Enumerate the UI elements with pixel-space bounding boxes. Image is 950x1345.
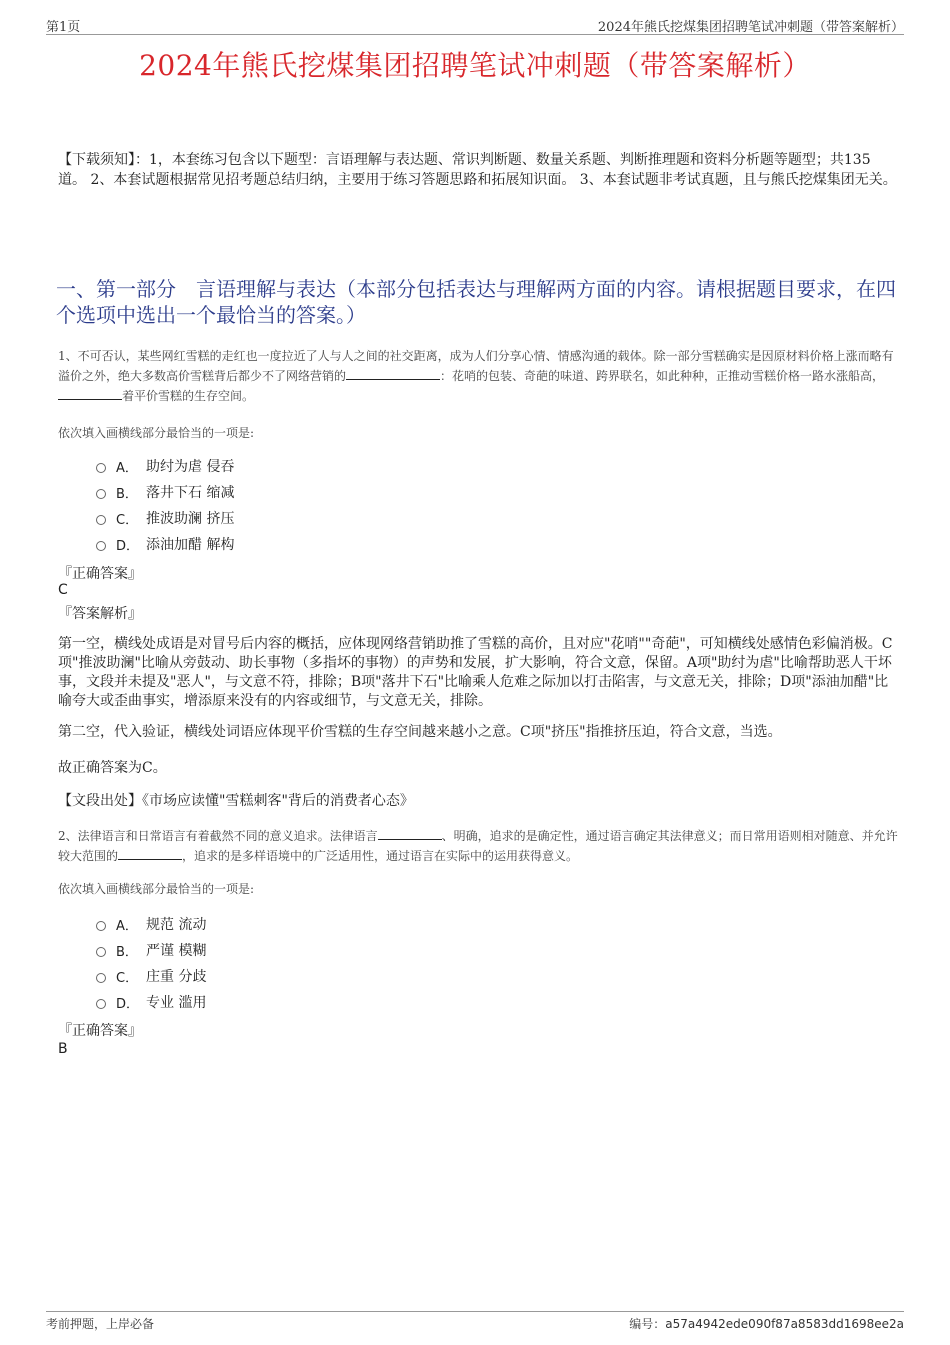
footer-slogan: 考前押题，上岸必备 [46,1317,155,1331]
answer-value: C [58,582,68,598]
footer-serial [629,1315,904,1332]
radio-button-icon[interactable] [96,463,106,473]
header-doc-title: 2024年熊氏挖煤集团招聘笔试冲刺题（带答案解析） [597,20,904,35]
section-heading: 一、第一部分 言语理解与表达（本部分包括表达与理解两方面的内容。请根据题目要求，在四个选项中选出一个最恰当的答案。） [56,277,896,327]
question-1-text-c: 着平价雪糕的生存空间。 [122,389,255,403]
option-text: 严谨 模糊 [146,943,207,959]
source-citation: 【文段出处】《市场应读懂"雪糕刺客"背后的消费者心态》 [58,793,414,809]
serial-code: a57a4942ede090f87a8583dd1698ee2a [665,1317,904,1331]
radio-button-icon[interactable] [96,973,106,983]
question-2-options [96,911,206,1015]
option-text: 庄重 分歧 [146,969,207,985]
option-c[interactable] [96,505,234,531]
option-letter: C． [116,512,139,528]
radio-button-icon[interactable] [96,489,106,499]
radio-button-icon[interactable] [96,921,106,931]
question-1-text-a: 1、不可否认，某些网红雪糕的走红也一度拉近了人与人之间的社交距离，成为人们分享心情、情感沟通的载体。除一部分雪糕确实是因原材料价格上涨而略有溢价之外，绝大多数高价雪糕背后都少不了网络营销的 [58,349,894,383]
blank-1 [346,367,440,380]
option-b[interactable] [96,479,234,505]
option-d[interactable] [96,989,206,1015]
option-text: 规范 流动 [146,917,207,933]
question-1-text-b: ：花哨的包装、奇葩的味道、跨界联名，如此种种，正推动雪糕价格一路水涨船高， [440,369,885,383]
option-text: 助纣为虐 侵吞 [146,459,235,475]
option-letter: A． [116,918,138,934]
option-letter: D． [116,538,140,554]
option-letter: A． [116,460,138,476]
radio-button-icon[interactable] [96,515,106,525]
answer-label: 『正确答案』 [58,1023,142,1039]
download-notice: 【下载须知】：1，本套练习包含以下题型：言语理解与表达题、常识判断题、数量关系题、判断推理题和资料分析题等题型；共135道。 2、本套试题根据常见招考题总结归纳，主要用于练习答题思路和拓展知识面。 3、本套试题非考试真题，且与熊氏挖煤集团无关。 [58,152,897,188]
answer-value: B [58,1041,68,1057]
option-b[interactable] [96,937,206,963]
radio-button-icon[interactable] [96,947,106,957]
analysis-paragraph-2: 第二空，代入验证，横线处词语应体现平价雪糕的生存空间越来越小之意。C项"挤压"指推挤压迫，符合文意，当选。 [58,724,782,740]
option-c[interactable] [96,963,206,989]
radio-button-icon[interactable] [96,541,106,551]
question-2-prompt: 依次填入画横线部分最恰当的一项是: [58,882,255,896]
question-1-text [58,346,898,406]
blank-2 [118,847,182,860]
option-text: 专业 滥用 [146,995,207,1011]
question-2-text [58,826,898,866]
option-d[interactable] [96,531,234,557]
option-letter: C． [116,970,139,986]
option-letter: B． [116,486,138,502]
page-footer [46,1311,904,1331]
question-2-text-b: 、明确，追求的是确定性，通过语言确定其法律意义；而日常用语则相对随意、并允许较大范围的 [58,829,898,863]
option-letter: D． [116,996,140,1012]
serial-label: 编号： [629,1317,666,1331]
question-1-options [96,453,234,557]
option-text: 推波助澜 挤压 [146,511,235,527]
blank-2 [58,387,122,400]
document-title: 2024年熊氏挖煤集团招聘笔试冲刺题（带答案解析） [139,49,811,82]
analysis-paragraph-3: 故正确答案为C。 [58,760,167,776]
analysis-paragraph-1: 第一空，横线处成语是对冒号后内容的概括，应体现网络营销助推了雪糕的高价，且对应"花哨""奇葩"，可知横线处感情色彩偏消极。C项"推波助澜"比喻从旁鼓动、助长事物（多指坏的事物）的声势和发展，扩大影响，符合文意，保留。A项"助纣为虐"比喻帮助恶人干坏事，文段并未提及"恶人"，与文意不符，排除；B项"落井下石"比喻乘人危难之际加以打击陷害，与文意无关，排除；D项"添油加醋"比喻夸大或歪曲事实，增添原来没有的内容或细节，与文意无关，排除。 [58,636,893,709]
page-number: 第1页 [46,20,81,35]
question-1-prompt: 依次填入画横线部分最恰当的一项是: [58,426,255,440]
question-2-text-c: ，追求的是多样语境中的广泛适用性，通过语言在实际中的运用获得意义。 [182,849,579,863]
option-a[interactable] [96,911,206,937]
option-a[interactable] [96,453,234,479]
analysis-label: 『答案解析』 [58,606,142,622]
option-letter: B． [116,944,138,960]
radio-button-icon[interactable] [96,999,106,1009]
option-text: 添油加醋 解构 [146,537,235,553]
option-text: 落井下石 缩减 [146,485,235,501]
question-2-text-a: 2、法律语言和日常语言有着截然不同的意义追求。法律语言 [58,829,378,843]
page-header [46,14,904,35]
blank-1 [378,827,442,840]
answer-label: 『正确答案』 [58,566,142,582]
